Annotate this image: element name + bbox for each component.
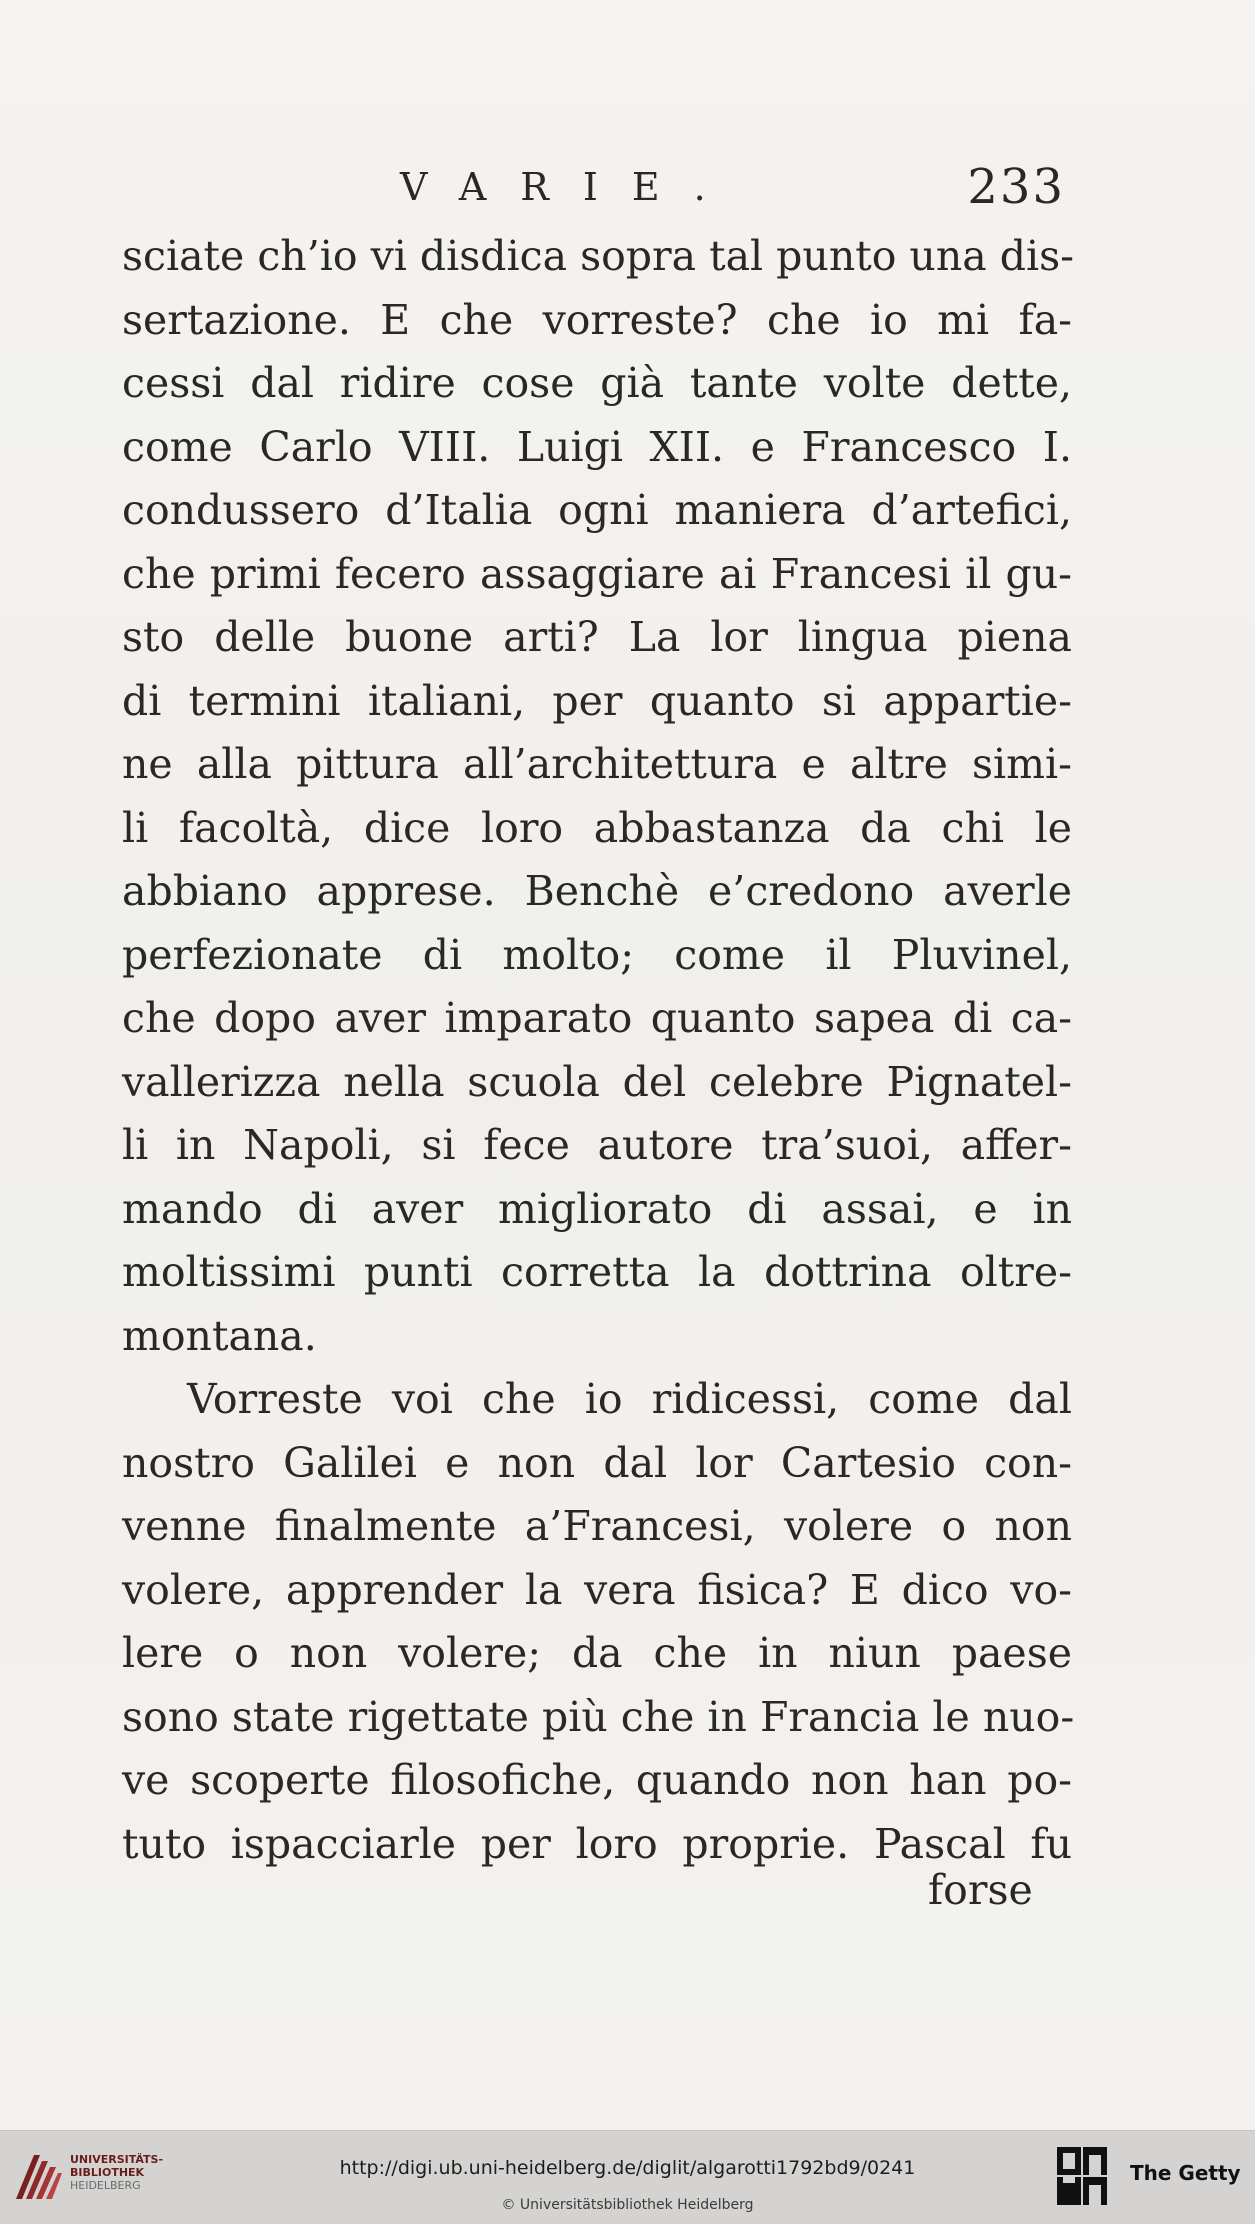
text-line: come Carlo VIII. Luigi XII. e Francesco I. <box>122 422 1072 471</box>
text-line: ve scoperte filosofiche, quando non han po- <box>122 1756 1072 1804</box>
text-line: sertazione. E che vorreste? che io mi fa- <box>122 295 1072 344</box>
copyright-notice: © Universitätsbibliothek Heidelberg <box>501 2197 754 2213</box>
text-line: nostro Galilei e non dal lor Cartesio con- <box>122 1438 1072 1487</box>
text-body <box>122 225 1075 1876</box>
text-line: Vorreste voi che io ridicessi, come dal <box>187 1375 1072 1423</box>
text-line: perfezionate di molto; come il Pluvinel, <box>122 930 1072 979</box>
library-name-line: UNIVERSITÄTS- <box>70 2153 164 2166</box>
catchword: forse <box>928 1866 1033 1914</box>
text-line: sto delle buone arti? La lor lingua piena <box>122 613 1072 661</box>
permalink-url[interactable]: http://digi.ub.uni-heidelberg.de/diglit/algarotti1792bd9/0241 <box>339 2157 916 2179</box>
library-name-line: BIBLIOTHEK <box>70 2166 145 2179</box>
getty-logo-icon[interactable] <box>1055 2145 1109 2207</box>
text-line: volere, apprender la vera fisica? E dico vo- <box>122 1565 1072 1614</box>
text-line: abbiano apprese. Benchè e’credono averle <box>122 867 1072 915</box>
page-header <box>400 159 1065 221</box>
text-line: ne alla pittura all’architettura e altre simi- <box>122 740 1072 788</box>
text-line: montana. <box>122 1311 317 1360</box>
library-name-line: HEIDELBERG <box>70 2179 141 2192</box>
text-line: cessi dal ridire cose già tante volte dette, <box>122 359 1072 407</box>
text-line: di termini italiani, per quanto si appartie- <box>122 676 1072 725</box>
text-line: li in Napoli, si fece autore tra’suoi, affer- <box>122 1121 1072 1169</box>
getty-label: The Getty <box>1130 2161 1241 2185</box>
text-line: vallerizza nella scuola del celebre Pignatel- <box>122 1057 1072 1106</box>
text-line: sciate ch’io vi disdica sopra tal punto una dis- <box>122 232 1074 280</box>
page-number: 233 <box>967 159 1065 215</box>
text-line: che primi fecero assaggiare ai Francesi il gu- <box>122 549 1072 598</box>
viewer-footer <box>0 2130 1255 2224</box>
running-title: VARIE. <box>400 165 740 209</box>
text-line: sono state rigettate più che in Francia le nuo- <box>122 1692 1075 1741</box>
text-line: venne finalmente a’Francesi, volere o non <box>122 1502 1072 1550</box>
text-line: lere o non volere; da che in niun paese <box>122 1629 1072 1677</box>
text-line: li facoltà, dice loro abbastanza da chi le <box>122 803 1072 852</box>
text-line: condussero d’Italia ogni maniera d’artefici, <box>122 486 1072 534</box>
text-line: moltissimi punti corretta la dottrina oltre- <box>122 1248 1072 1296</box>
text-line: mando di aver migliorato di assai, e in <box>122 1184 1072 1233</box>
text-line: che dopo aver imparato quanto sapea di ca- <box>122 994 1072 1042</box>
text-line: tuto ispacciarle per loro proprie. Pascal fu <box>122 1819 1072 1868</box>
